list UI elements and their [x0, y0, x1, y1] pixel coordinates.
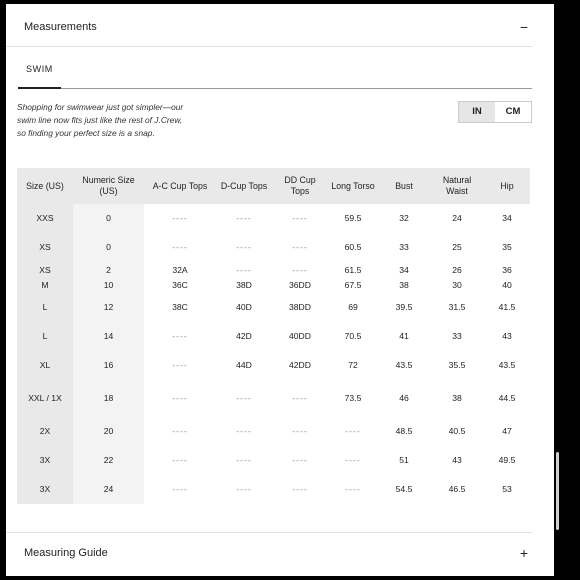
size-cell: XS	[17, 233, 73, 262]
table-cell: 0	[73, 204, 144, 233]
measurements-accordion-header[interactable]	[6, 7, 532, 47]
table-cell: 54.5	[395, 484, 413, 494]
table-cell: 36	[502, 264, 512, 275]
table-cell: 43	[502, 331, 512, 341]
table-cell: ----	[172, 213, 188, 223]
table-cell: 53	[502, 484, 512, 494]
table-cell: 49.5	[498, 455, 516, 465]
table-cell: 59.5	[344, 213, 362, 223]
table-cell: 42D	[236, 331, 252, 341]
size-cell: XS	[17, 262, 73, 278]
table-cell: 38	[452, 393, 462, 403]
table-cell: 42DD	[289, 360, 311, 370]
table-cell: 25	[452, 242, 462, 252]
table-cell: 38D	[236, 280, 252, 290]
table-row	[17, 233, 530, 262]
table-cell: ----	[236, 393, 252, 403]
table-cell: 73.5	[344, 393, 362, 403]
header-cell: Numeric Size (US)	[73, 168, 144, 204]
table-row	[17, 351, 530, 380]
table-cell: 38C	[172, 302, 188, 312]
table-cell: ----	[345, 426, 361, 436]
table-cell: ----	[236, 264, 252, 275]
table-row	[17, 446, 530, 475]
size-cell: XXS	[17, 204, 73, 233]
header-cell: Long Torso	[328, 168, 378, 204]
table-cell: 14	[73, 322, 144, 351]
tab-swim[interactable]: SWIM	[18, 57, 61, 89]
table-cell: 41.5	[498, 302, 516, 312]
table-cell: 38	[399, 280, 409, 290]
table-cell: 70.5	[344, 331, 362, 341]
table-row	[17, 475, 530, 504]
table-cell: 33	[452, 331, 462, 341]
table-cell: 32A	[172, 264, 188, 275]
table-cell: 44.5	[498, 393, 516, 403]
table-cell: 40.5	[448, 426, 466, 436]
table-cell: ----	[292, 264, 308, 275]
table-cell: ----	[292, 484, 308, 494]
table-cell: 35.5	[448, 360, 466, 370]
table-cell: 38DD	[289, 302, 311, 312]
table-cell: ----	[172, 484, 188, 494]
header-cell: Size (US)	[17, 168, 73, 204]
size-chart-panel	[6, 4, 554, 576]
table-cell: ----	[345, 455, 361, 465]
table-cell: 46	[399, 393, 409, 403]
table-cell: 36DD	[289, 280, 311, 290]
table-cell: 30	[452, 280, 462, 290]
table-row	[17, 417, 530, 446]
table-cell: ----	[172, 426, 188, 436]
table-row	[17, 380, 530, 417]
header-cell: Natural Waist	[430, 168, 484, 204]
size-cell: L	[17, 293, 73, 322]
table-cell: 20	[73, 417, 144, 446]
size-cell: XL	[17, 351, 73, 380]
table-cell: 46.5	[448, 484, 466, 494]
table-cell: 67.5	[344, 280, 362, 290]
scrollbar-thumb[interactable]	[556, 452, 559, 530]
table-cell: 47	[502, 426, 512, 436]
table-cell: 48.5	[395, 426, 413, 436]
table-cell: 69	[348, 302, 358, 312]
table-cell: ----	[172, 360, 188, 370]
table-cell: 43	[452, 455, 462, 465]
table-cell: 41	[399, 331, 409, 341]
table-cell: ----	[172, 393, 188, 403]
table-header-row	[17, 168, 530, 204]
table-cell: 32	[399, 213, 409, 223]
table-cell: 26	[452, 264, 462, 275]
tab-bar	[18, 56, 532, 89]
table-cell: 31.5	[448, 302, 466, 312]
table-cell: 51	[399, 455, 409, 465]
table-cell: ----	[292, 242, 308, 252]
table-row	[17, 262, 530, 278]
table-cell: 60.5	[344, 242, 362, 252]
table-cell: ----	[236, 426, 252, 436]
table-cell: 22	[73, 446, 144, 475]
table-cell: ----	[292, 213, 308, 223]
table-cell: 40	[502, 280, 512, 290]
table-cell: 43.5	[498, 360, 516, 370]
table-cell: ----	[172, 331, 188, 341]
measuring-guide-accordion-header[interactable]	[6, 532, 532, 572]
table-row	[17, 204, 530, 233]
size-cell: 3X	[17, 446, 73, 475]
table-cell: 33	[399, 242, 409, 252]
header-cell: DD Cup Tops	[272, 168, 328, 204]
table-cell: ----	[292, 393, 308, 403]
measuring-guide-title: Measuring Guide	[24, 546, 108, 559]
table-cell: 18	[73, 380, 144, 417]
table-cell: 12	[73, 293, 144, 322]
table-cell: 40DD	[289, 331, 311, 341]
table-row	[17, 322, 530, 351]
measurements-title: Measurements	[24, 20, 97, 33]
table-cell: 44D	[236, 360, 252, 370]
table-cell: 72	[348, 360, 358, 370]
table-cell: 24	[73, 475, 144, 504]
size-cell: M	[17, 278, 73, 293]
size-cell: L	[17, 322, 73, 351]
unit-toggle	[458, 101, 532, 123]
size-table	[17, 168, 530, 504]
unit-in-button[interactable]: IN	[459, 102, 495, 122]
header-cell: D-Cup Tops	[216, 168, 272, 204]
table-cell: 40D	[236, 302, 252, 312]
table-cell: 34	[502, 213, 512, 223]
table-cell: 0	[73, 233, 144, 262]
table-cell: ----	[236, 242, 252, 252]
table-cell: ----	[292, 455, 308, 465]
table-cell: ----	[236, 455, 252, 465]
size-cell: 3X	[17, 475, 73, 504]
table-cell: ----	[172, 242, 188, 252]
unit-cm-button[interactable]: CM	[505, 106, 521, 117]
intro-text: Shopping for swimwear just got simpler—our swim line now fits just like the rest of J.Crew, so finding your perfect size is a snap.	[17, 102, 184, 138]
header-cell: Hip	[484, 168, 530, 204]
table-cell: 10	[73, 278, 144, 293]
table-cell: ----	[292, 426, 308, 436]
table-cell: ----	[345, 484, 361, 494]
table-cell: ----	[236, 484, 252, 494]
expand-icon[interactable]: +	[519, 544, 529, 561]
table-cell: 61.5	[344, 264, 362, 275]
table-cell: 35	[502, 242, 512, 252]
table-cell: 34	[399, 264, 409, 275]
table-row	[17, 293, 530, 322]
table-cell: 39.5	[395, 302, 413, 312]
header-cell: Bust	[378, 168, 430, 204]
table-cell: 43.5	[395, 360, 413, 370]
table-row	[17, 278, 530, 293]
table-cell: 2	[73, 262, 144, 278]
table-cell: ----	[172, 455, 188, 465]
collapse-icon[interactable]: −	[519, 18, 529, 35]
size-cell: 2X	[17, 417, 73, 446]
table-cell: 16	[73, 351, 144, 380]
header-cell: A-C Cup Tops	[144, 168, 216, 204]
table-cell: 24	[452, 213, 462, 223]
table-cell: ----	[236, 213, 252, 223]
size-cell: XXL / 1X	[17, 380, 73, 417]
table-cell: 36C	[172, 280, 188, 290]
